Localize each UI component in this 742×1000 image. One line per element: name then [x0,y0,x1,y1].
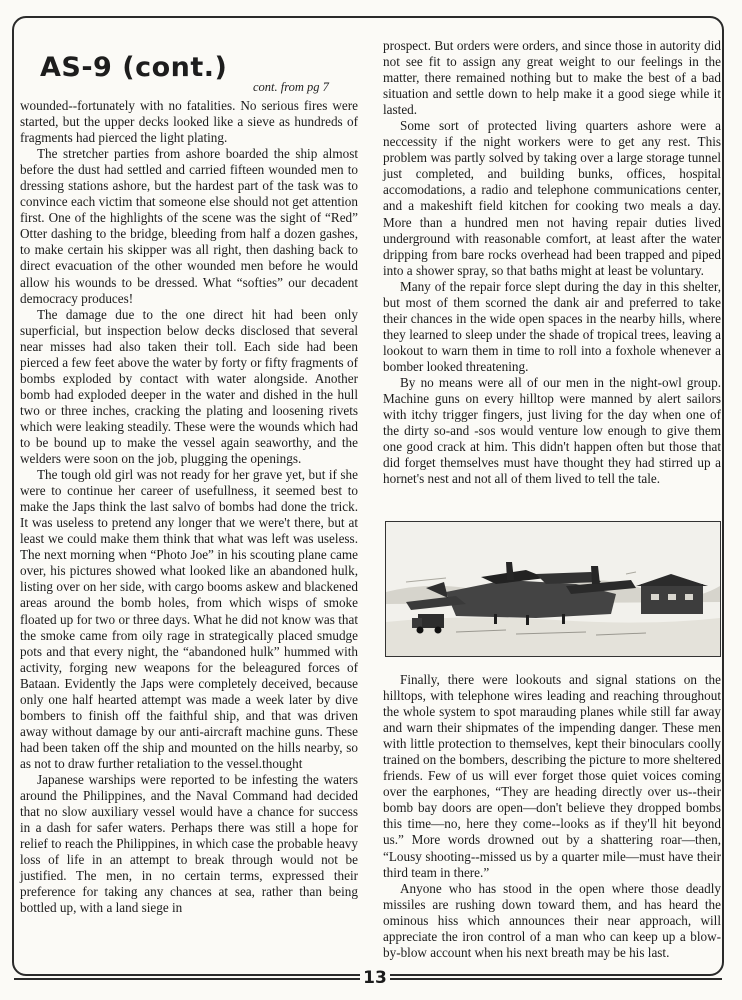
left-column [20,98,358,916]
paragraph: prospect. But orders were orders, and since those in autority did not see fit to assign any great weight to our feelings in the matter, there remained nothing but to make the best of a bad situation and settle down to help make it a good siege while it lasted. [383,38,721,118]
paragraph: Anyone who has stood in the open where those deadly missiles are rushing down toward them, and has heard the ominous hiss which announces their near approach, will appreciate the iron control of a man who can keep up a blow-by-blow account when his next breath may be his last. [383,880,721,960]
continued-from-note: cont. from pg 7 [253,80,329,94]
paragraph: wounded--fortunately with no fatalities. No serious fires were started, but the upper decks looked like a sieve as hundreds of fragments had pierced the light plating. [20,98,358,146]
aircraft-sketch-drawing [386,522,720,656]
paragraph: Finally, there were lookouts and signal stations on the hilltops, with telephone wires leading and reaching throughout the whole system to spot marauding planes while still far away and warn their shipmates of the impending danger. These men with little protection to themselves, kept their binoculars coolly trained on the bombers, describing the picture to more sheltered friends. Few of us will ever forget those quiet voices coming over the earphones, “They are heading directly over us--their bomb bay doors are open—don't believe they dropped bombs this time—no, here they come--looks as if they'll hit beyond us.” More words drowned out by a shattering roar—then, “Lousy shooting--missed us by a quarter mile—must have their third team in there.” [383,672,721,880]
paragraph: Japanese warships were reported to be infesting the waters around the Philippines, and the Naval Command had decided that no slow auxiliary vessel would have a chance for success in a dash for safer waters. Perhaps there was still a hope for relief to reach the Philippines, in which case the probable heavy loss of life in an attempt to break through would not be justified. The men, in no certain terms, expressed their preference for taking any chances at sea, rather than being bottled up, with a land siege in [20,771,358,916]
paragraph: By no means were all of our men in the night-owl group. Machine guns on every hilltop were manned by alert sailors with itchy trigger fingers, just living for the day when one of the dirty so-and -sos would venture low enough to give them one good crack at him. This didn't happen often but those that did forget themselves must have thought they had stirred up a hornet's nest and not all of them lived to tell the tale. [383,374,721,487]
paragraph: Some sort of protected living quarters ashore were a neccessity if the night workers were to get any rest. This problem was partly solved by taking over a large storage tunnel just completed, and building bunks, offices, hospital accomodations, a radio and telephone communications center, and a makeshift field kitchen for cooking two meals a day. More than a hundred men not having repair duties lived underground with reasonable comfort, at least after the water dripping from bare rocks overhead had been trapped and piped into a shower spray, so that baths might at least be voluntary. [383,118,721,278]
right-column-top [383,38,721,487]
footer-rule-left [14,978,360,980]
footer-rule-right [390,978,722,980]
paragraph: Many of the repair force slept during the day in this shelter, but most of them scorned the dank air and preferred to take their chances in the wide open spaces in the nearby hills, where they learned to sleep under the shade of tropical trees, leaving a lookout to warn them in time to roll into a foxhole whenever a bomber looked threatening. [383,278,721,374]
right-column-bottom [383,672,721,961]
paragraph: The stretcher parties from ashore boarded the ship almost before the dust had settled and carried fifteen wounded men to dressing stations ashore, but the hardest part of the task was to convince each victim that someone else should not get attention first. One of the highlights of the scene was the sight of “Red” Otter dashing to the bridge, bleeding from half a dozen gashes, to make certain his skipper was all right, then dashing back to direct evacuation of the other wounded men before he would allow his wounds to be dressed. What “softies” our decadent democracy produces! [20,146,358,306]
page-number: 13 [360,968,390,988]
paragraph: The damage due to the one direct hit had been only superficial, but inspection below decks disclosed that several near misses had also taken their toll. Each side had been pierced a few feet above the water by forty or fifty fragments of bombs exploded by contact with water alongside. Another bomb had exploded deeper in the water and dished in the hull two or three inches, cracking the plating and loosening rivets which were leaking steadily. These were the wounds which had to be bound up to make the vessel again seaworthy, and the welders were soon on the job, plugging the openings. [20,306,358,467]
aircraft-sketch-illustration [385,521,721,657]
article-title: AS-9 (cont.) [40,52,228,83]
paragraph: The tough old girl was not ready for her grave yet, but if she were to continue her career of usefullness, it seemed best to make the Japs think the last salvo of bombs had done the trick. It was useless to pretend any longer that we were't there, but at least we could make them think that what was left was useless. The next morning when “Photo Joe” in his scouting plane came over, his pictures showed what looked like an abandoned hulk, listing over on her side, with cargo booms askew and blackened areas around the bomb holes, from which wisps of smoke floated up for two or three days. What he did not know was that the smoke came from oily rage in strategically placed smudge pots and that every night, the “abandoned hulk” hummed with activity, forging new weapons for the beleagured forces of Bataan. Evidently the Japs were completely deceived, because only one half hearted attempt was made a week later by dive bombers to finish off the faithful ship, and that was driven away without damage by our anti-aircraft machine guns. These had been taken off the ship and mounted on the hills nearby, so as not to draw further retaliation to the vessel.thought [20,467,358,771]
